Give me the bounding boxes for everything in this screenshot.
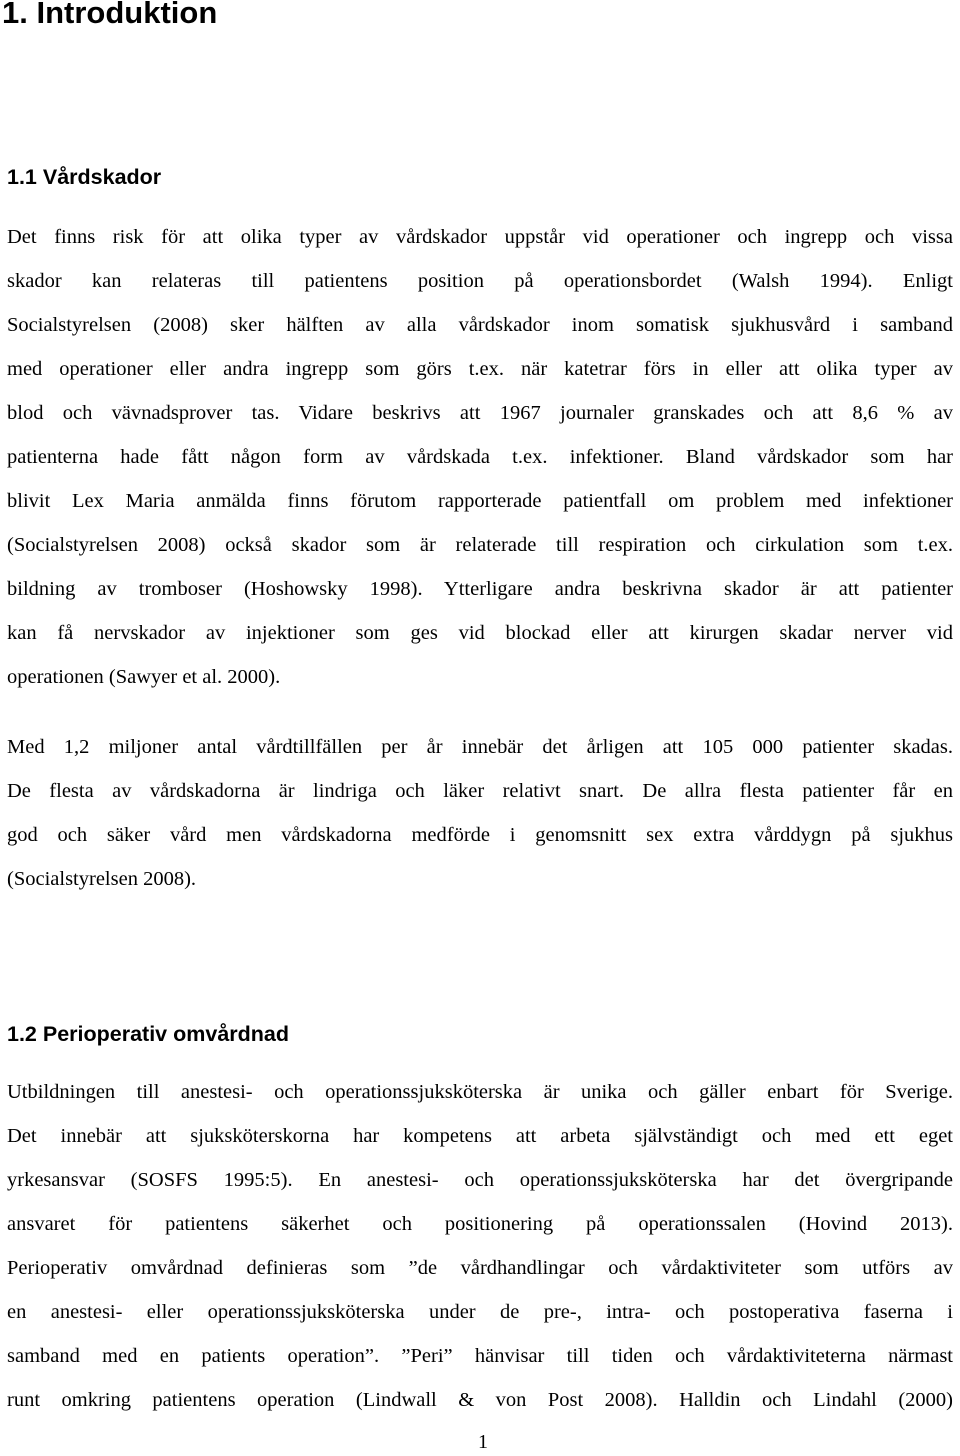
chapter-heading: 1. Introduktion <box>2 0 218 30</box>
text-line: runt omkring patientens operation (Lindwall & von Post 2008). Halldin och Lindahl (2000) <box>7 1389 953 1411</box>
section-heading-vardskador: 1.1 Vårdskador <box>7 165 162 189</box>
text-line: Det finns risk för att olika typer av vårdskador uppstår vid operationer och ingrepp och vissa <box>7 226 953 248</box>
paragraph-vardskador-1 <box>7 215 953 699</box>
text-line: blod och vävnadsprover tas. Vidare beskrivs att 1967 journaler granskades och att 8,6 % av <box>7 402 953 424</box>
text-line: kan få nervskador av injektioner som ges vid blockad eller att kirurgen skadar nerver vid <box>7 622 953 644</box>
section-heading-perioperativ: 1.2 Perioperativ omvårdnad <box>7 1022 289 1046</box>
page-number: 1 <box>478 1431 488 1453</box>
text-line: skador kan relateras till patientens position på operationsbordet (Walsh 1994). Enligt <box>7 270 953 292</box>
text-line: patienterna hade fått någon form av vårdskada t.ex. infektioner. Bland vårdskador som har <box>7 446 953 468</box>
text-line: Med 1,2 miljoner antal vårdtillfällen per år innebär det årligen att 105 000 patienter skadas. <box>7 736 953 758</box>
text-line: med operationer eller andra ingrepp som görs t.ex. när katetrar förs in eller att olika typer av <box>7 358 953 380</box>
text-line: operationen (Sawyer et al. 2000). <box>7 666 281 688</box>
paragraph-vardskador-2 <box>7 725 953 901</box>
text-line: god och säker vård men vårdskadorna medförde i genomsnitt sex extra vårddygn på sjukhus <box>7 824 953 846</box>
text-line: (Socialstyrelsen 2008). <box>7 868 197 890</box>
text-line: Perioperativ omvårdnad definieras som ”de vårdhandlingar och vårdaktiviteter som utförs av <box>7 1257 953 1279</box>
text-line: Det innebär att sjuksköterskorna har kompetens att arbeta självständigt och med ett eget <box>7 1125 953 1147</box>
text-line: Utbildningen till anestesi- och operationssjuksköterska är unika och gäller enbart för Sverige. <box>7 1081 953 1103</box>
text-line: en anestesi- eller operationssjuksköterska under de pre-, intra- och postoperativa faserna i <box>7 1301 953 1323</box>
text-line: blivit Lex Maria anmälda finns förutom rapporterade patientfall om problem med infektioner <box>7 490 953 512</box>
text-line: samband med en patients operation”. ”Peri” hänvisar till tiden och vårdaktiviteterna närmast <box>7 1345 953 1367</box>
text-line: Socialstyrelsen (2008) sker hälften av alla vårdskador inom somatisk sjukhusvård i samband <box>7 314 953 336</box>
text-line: (Socialstyrelsen 2008) också skador som är relaterade till respiration och cirkulation som t.ex. <box>7 534 953 556</box>
text-line: De flesta av vårdskadorna är lindriga och läker relativt snart. De allra flesta patienter får en <box>7 780 953 802</box>
text-line: bildning av tromboser (Hoshowsky 1998). Ytterligare andra beskrivna skador är att patienter <box>7 578 953 600</box>
text-line: yrkesansvar (SOSFS 1995:5). En anestesi- och operationssjuksköterska har det övergripande <box>7 1169 953 1191</box>
paragraph-perioperativ-1 <box>7 1070 953 1422</box>
text-line: ansvaret för patientens säkerhet och positionering på operationssalen (Hovind 2013). <box>7 1213 953 1235</box>
